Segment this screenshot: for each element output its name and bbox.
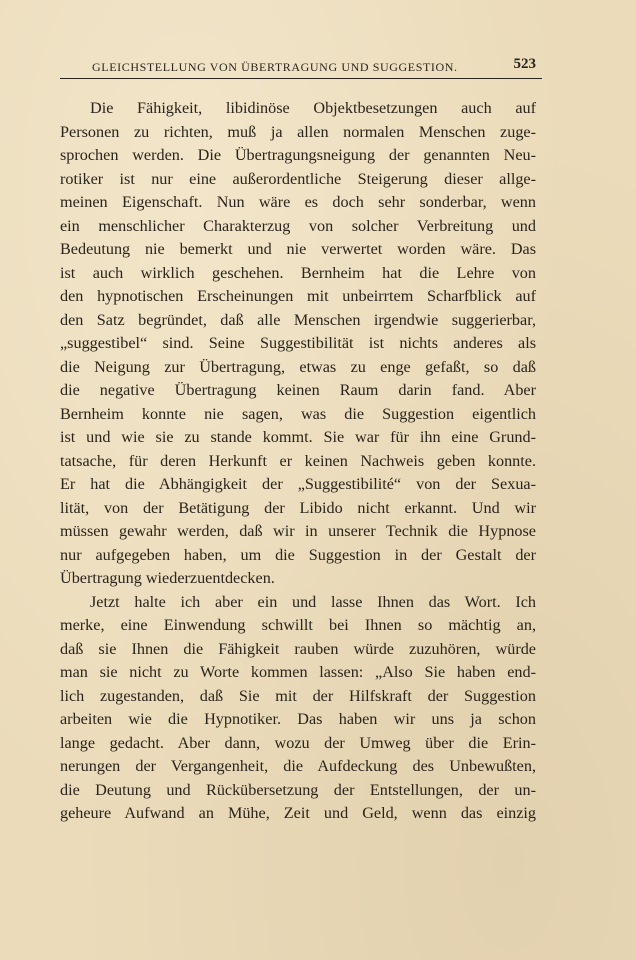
header-rule	[60, 78, 542, 79]
text-line: ist auch wirklich geschehen. Bernheim hat die Lehre von	[60, 263, 536, 282]
text-line: ist und wie sie zu stande kommt. Sie war für ihn eine Grund-	[60, 428, 536, 446]
text-line: geheure Aufwand an Mühe, Zeit und Geld, wenn das einzig	[60, 804, 536, 822]
text-line: meinen Eigenschaft. Nun wäre es doch sehr sonderbar, wenn	[60, 193, 536, 211]
text-line: Personen zu richten, muß ja allen normalen Menschen zuge-	[60, 122, 536, 141]
text-line: Bedeutung nie bemerkt und nie verwertet worden wäre. Das	[60, 240, 536, 258]
text-line: „suggestibel“ sind. Seine Suggestibilität ist nichts anderes als	[60, 334, 536, 352]
text-line: die Neigung zur Übertragung, etwas zu enge gefaßt, so daß	[60, 357, 536, 376]
text-line: sprochen werden. Die Übertragungsneigung der genannten Neu-	[60, 146, 536, 164]
text-line: merke, eine Einwendung schwillt bei Ihnen so mächtig an,	[60, 616, 536, 634]
text-line: nur aufgegeben haben, um die Suggestion in der Gestalt der	[60, 545, 536, 564]
text-line: müssen gewahr werden, daß wir in unserer Technik die Hypnose	[60, 522, 536, 540]
running-title: GLEICHSTELLUNG VON ÜBERTRAGUNG UND SUGGESTION.	[92, 60, 458, 74]
page-number: 523	[513, 56, 536, 72]
text-line: Übertragung wiederzuentdecken.	[60, 569, 275, 587]
text-line: den Satz begründet, daß alle Menschen irgendwie suggerierbar,	[60, 310, 536, 329]
text-line: ein menschlicher Charakterzug von solcher Verbreitung und	[60, 216, 536, 235]
text-line: Er hat die Abhängigkeit der „Suggestibilité“ von der Sexua-	[60, 475, 536, 493]
text-line: Jetzt halte ich aber ein und lasse Ihnen das Wort. Ich	[90, 592, 536, 611]
text-line: nerungen der Vergangenheit, die Aufdeckung des Unbewußten,	[60, 757, 536, 775]
text-line: man sie nicht zu Worte kommen lassen: „Also Sie haben end-	[60, 663, 536, 681]
body-text	[60, 97, 536, 826]
text-line: Bernheim konnte nie sagen, was die Suggestion eigentlich	[60, 404, 536, 423]
text-line: daß sie Ihnen die Fähigkeit rauben würde zuzuhören, würde	[60, 639, 536, 658]
text-line: rotiker ist nur eine außerordentliche Steigerung dieser allge-	[60, 169, 536, 188]
text-line: die Deutung und Rückübersetzung der Entstellungen, der un-	[60, 780, 536, 799]
text-line: lange gedacht. Aber dann, wozu der Umweg über die Erin-	[60, 733, 536, 752]
text-line: den hypnotischen Erscheinungen mit unbeirrtem Scharfblick auf	[60, 287, 536, 305]
text-line: tatsache, für deren Herkunft er keinen Nachweis geben konnte.	[60, 451, 536, 470]
text-line: lich zugestanden, daß Sie mit der Hilfskraft der Suggestion	[60, 686, 536, 705]
text-line: Die Fähigkeit, libidinöse Objektbesetzungen auch auf	[90, 99, 536, 117]
text-line: lität, von der Betätigung der Libido nicht erkannt. Und wir	[60, 498, 536, 517]
text-line: arbeiten wie die Hypnotiker. Das haben wir uns ja schon	[60, 710, 536, 728]
page-header	[60, 56, 542, 76]
text-line: die negative Übertragung keinen Raum darin fand. Aber	[60, 381, 536, 399]
